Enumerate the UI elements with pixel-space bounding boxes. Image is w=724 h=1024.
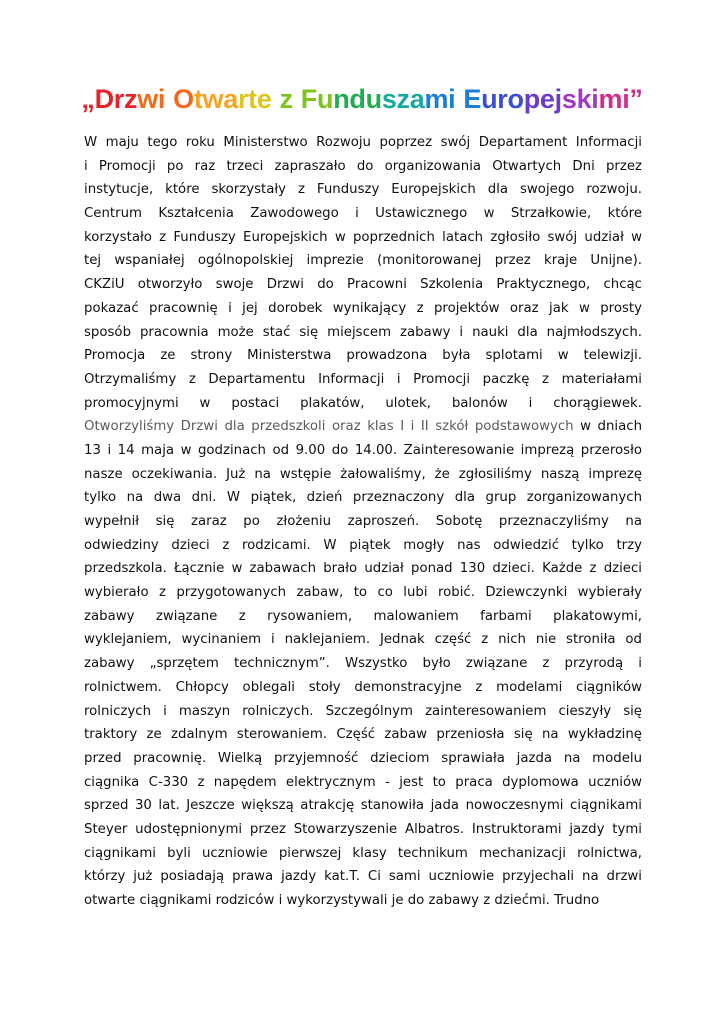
- paragraph-line: [84, 178, 642, 202]
- line-text: wypełnił się zaraz po złożeniu zaproszeń. Sobotę przeznaczyliśmy na: [84, 514, 642, 529]
- line-text: otwarte ciągnikami rodziców i wykorzystywali je do zabawy z dziećmi. Trudno: [84, 893, 600, 908]
- line-text: wybierało z przygotowanych zabaw, to co lubi robić. Dziewczynki wybierały: [84, 585, 642, 601]
- paragraph-line: [84, 463, 642, 487]
- paragraph-line: [84, 676, 642, 700]
- line-text: przed pracownię. Wielką przyjemność dzieciom sprawiała jazda na modelu: [84, 750, 642, 766]
- line-text: nasze oczekiwania. Już na wstępie żałowaliśmy, że zgłosiliśmy naszą imprezę: [84, 466, 642, 482]
- paragraph-line: [84, 155, 642, 179]
- line-text: zabawy związane z rysowaniem, malowaniem farbami plakatowymi,: [84, 608, 642, 624]
- paragraph-line: [84, 889, 642, 913]
- paragraph-line: [84, 581, 642, 605]
- paragraph-line: [84, 723, 642, 747]
- line-text: Centrum Kształcenia Zawodowego i Ustawicznego w Strzałkowie, które: [84, 206, 642, 222]
- line-text: przedszkola. Łącznie w zabawach brało udział ponad 130 dzieci. Każde z dzieci: [84, 561, 642, 577]
- paragraph-line: [84, 321, 642, 345]
- line-text: tylko na dwa dni. W piątek, dzień przeznaczony dla grup zorganizowanych: [84, 490, 642, 506]
- line-text: którzy już posiadają prawa jazdy kat.T. Ci sami uczniowie przyjechali na drzwi: [84, 869, 642, 885]
- line-text: Otrzymaliśmy z Departamentu Informacji i Promocji paczkę z materiałami: [84, 371, 642, 387]
- paragraph-line: [84, 415, 642, 439]
- paragraph-line: [84, 486, 642, 510]
- paragraph-line: [84, 226, 642, 250]
- paragraph-line: [84, 368, 642, 392]
- paragraph-line: [84, 392, 642, 416]
- paragraph-line: [84, 344, 642, 368]
- title-text: „Drzwi Otwarte z Funduszami Europejskimi”: [81, 84, 643, 114]
- line-text: rolniczych i maszyn rolniczych. Szczególnym zainteresowaniem cieszyły się: [84, 703, 642, 719]
- line-text: ciągnika C-330 z napędem elektrycznym - jest to praca dyplomowa uczniów: [84, 774, 642, 790]
- paragraph-line: [84, 652, 642, 676]
- paragraph-line: [84, 818, 642, 842]
- paragraph-line: [84, 249, 642, 273]
- line-text: Promocja ze strony Ministerstwa prowadzona była splotami w telewizji.: [84, 348, 642, 364]
- paragraph-line: [84, 439, 642, 463]
- line-text: rolnictwem. Chłopcy oblegali stoły demonstracyjne z modelami ciągników: [84, 679, 642, 695]
- line-text: wyklejaniem, wycinaniem i naklejaniem. Jednak część z nich nie stroniła od: [84, 632, 642, 648]
- paragraph-line: [84, 747, 642, 771]
- paragraph-line: [84, 202, 642, 226]
- paragraph-line: [84, 700, 642, 724]
- paragraph-line: [84, 865, 642, 889]
- line-text: traktory ze zdalnym sterowaniem. Część zabaw przeniosła się na wykładzinę: [84, 727, 642, 743]
- line-text: pokazać pracownię i jej dorobek wynikający z projektów oraz jak w prosty: [84, 300, 642, 316]
- paragraph-line: [84, 842, 642, 866]
- line-text: 13 i 14 maja w godzinach od 9.00 do 14.00. Zainteresowanie imprezą przerosło: [84, 442, 642, 458]
- line-text: W maju tego roku Ministerstwo Rozwoju poprzez swój Departament Informacji: [84, 135, 642, 150]
- line-text: zabawy „sprzętem technicznym”. Wszystko było związane z przyrodą i: [84, 656, 642, 672]
- paragraph-line: [84, 534, 642, 558]
- line-text: korzystało z Funduszy Europejskich w poprzednich latach zgłosiło swój udział w: [84, 229, 642, 245]
- line-text: Steyer udostępnionymi przez Stowarzyszenie Albatros. Instruktorami jazdy tymi: [84, 821, 642, 837]
- paragraph-line: [84, 510, 642, 534]
- line-text: CKZiU otworzyło swoje Drzwi do Pracowni Szkolenia Praktycznego, chcąc: [84, 277, 642, 293]
- line-text: i Promocji po raz trzeci zapraszało do organizowania Otwartych Dni przez: [84, 158, 642, 174]
- highlighted-text: Otworzyliśmy Drzwi dla przedszkoli oraz klas I i II szkół podstawowych: [84, 419, 574, 435]
- paragraph-line: [84, 297, 642, 321]
- paragraph-line: [84, 557, 642, 581]
- paragraph-line: [84, 628, 642, 652]
- line-text: odwiedziny dzieci z rodzicami. W piątek mogły nas odwiedzić tylko trzy: [84, 537, 642, 553]
- paragraph-line: [84, 794, 642, 818]
- paragraph-line: [84, 131, 642, 155]
- article-body: [84, 131, 642, 913]
- line-text: promocyjnymi w postaci plakatów, ulotek, balonów i chorągiewek.: [84, 395, 642, 411]
- paragraph-line: [84, 771, 642, 795]
- line-text: sprzed 30 lat. Jeszcze większą atrakcję stanowiła jada nowoczesnymi ciągnikami: [84, 798, 642, 814]
- line-text: ciągnikami byli uczniowie pierwszej klasy technikum mechanizacji rolnictwa,: [84, 845, 642, 861]
- paragraph-line: [84, 605, 642, 629]
- line-text: sposób pracownia może stać się miejscem zabawy i nauki dla najmłodszych.: [84, 324, 642, 340]
- line-text: w dniach: [573, 419, 643, 435]
- line-text: instytucje, które skorzystały z Funduszy Europejskich dla swojego rozwoju.: [84, 182, 642, 198]
- paragraph-line: [84, 273, 642, 297]
- page-title: [0, 82, 724, 116]
- line-text: tej wspaniałej ogólnopolskiej imprezie (monitorowanej przez kraje Unijne).: [84, 253, 642, 269]
